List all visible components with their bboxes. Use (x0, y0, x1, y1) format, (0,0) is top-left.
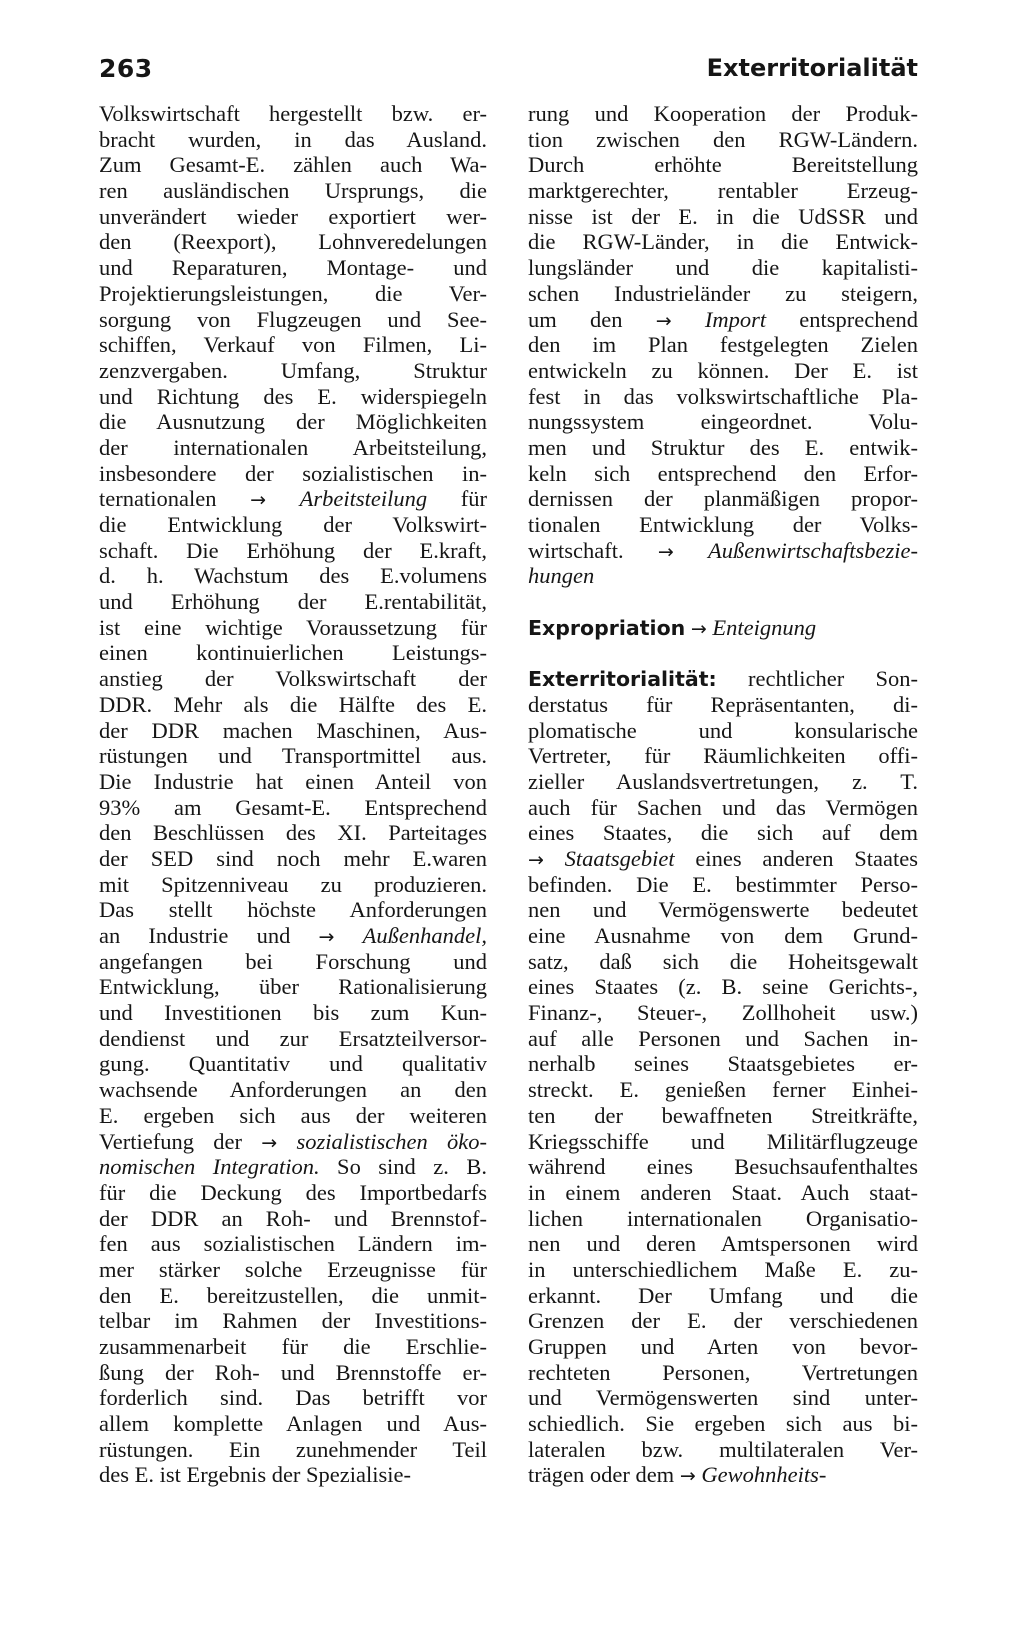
body-text: rüstungen. Ein zunehmender Teil (99, 1436, 487, 1462)
text-line (99, 1360, 487, 1386)
page-number: 263 (99, 54, 153, 83)
text-line (528, 974, 918, 1000)
text-line (99, 769, 487, 795)
text-line (99, 1462, 487, 1488)
text-line (528, 127, 918, 153)
text-line (528, 1334, 918, 1360)
text-line (99, 795, 487, 821)
text-line (528, 281, 918, 307)
body-text: trägen oder dem (528, 1462, 680, 1488)
text-line (528, 692, 918, 718)
body-text: der internationalen Arbeitsteilung, (99, 434, 487, 460)
text-line (528, 1283, 918, 1309)
body-text: wirtschaft. (528, 537, 658, 563)
text-line (99, 743, 487, 769)
body-text: die RGW-Länder, in die Entwick- (528, 229, 918, 255)
text-line (99, 486, 487, 512)
text-line (528, 872, 918, 898)
body-text: ist eine wichtige Voraussetzung für (99, 614, 487, 640)
body-text: eines anderen Staates (674, 845, 918, 871)
body-text: in unterschiedlichem Maße E. zu- (528, 1256, 918, 1282)
body-text: nen und deren Amtspersonen wird (528, 1231, 918, 1257)
text-line (99, 101, 487, 127)
body-text: Finanz-, Steuer-, Zollhoheit usw.) (528, 1000, 918, 1026)
text-line (528, 923, 918, 949)
text-line (528, 332, 918, 358)
text-line (528, 795, 918, 821)
body-text: entsprechend (766, 306, 918, 332)
text-line (99, 1334, 487, 1360)
body-text: in einem anderen Staat. Auch staat- (528, 1179, 918, 1205)
text-line (99, 1437, 487, 1463)
text-line (99, 1000, 487, 1026)
text-line (528, 563, 918, 589)
body-text: marktgerechter, rentabler Erzeug- (528, 178, 918, 204)
right-column (528, 101, 918, 1488)
text-line (99, 281, 487, 307)
text-line (99, 949, 487, 975)
text-line (99, 409, 487, 435)
text-line (99, 615, 487, 641)
body-text (544, 846, 565, 871)
cross-reference: Außenhandel, (362, 923, 487, 948)
body-text: ßung der Roh- und Brennstoffe er- (99, 1359, 487, 1385)
text-line (528, 1051, 918, 1077)
arrow-right-icon: → (250, 489, 266, 512)
body-text: d. h. Wachstum des E.volumens (99, 563, 487, 589)
body-text: zieller Auslandsvertretungen, z. T. (528, 768, 918, 794)
text-line (99, 332, 487, 358)
arrow-right-icon: → (655, 309, 672, 332)
body-text: ren ausländischen Ursprungs, die (99, 178, 487, 204)
body-text: den Beschlüssen des XI. Parteitages (99, 820, 487, 846)
body-text: entwickeln zu können. Der E. ist (528, 357, 918, 383)
body-text: men und Struktur des E. entwik- (528, 434, 918, 460)
body-text: allem komplette Anlagen und Aus- (99, 1411, 487, 1437)
text-line (99, 127, 487, 153)
body-text: fen aus sozialistischen Ländern im- (99, 1231, 487, 1257)
body-text: tionalen Entwicklung der Volks- (528, 512, 918, 537)
body-text (674, 538, 708, 563)
text-line (528, 1308, 918, 1334)
text-line (528, 1000, 918, 1026)
cross-reference: hungen (528, 563, 595, 589)
text-line (528, 229, 918, 255)
body-text (672, 307, 705, 332)
body-text: die Ausnutzung der Möglichkeiten (99, 409, 487, 435)
text-line (528, 512, 918, 538)
body-text: DDR. Mehr als die Hälfte des E. (99, 691, 487, 717)
body-text: Durch erhöhte Bereitstellung (528, 152, 918, 178)
running-head: Exterritorialität (706, 54, 918, 82)
body-text: rechtlicher Son- (716, 666, 918, 692)
text-line (528, 152, 918, 178)
body-text: befinden. Die E. bestimmter Perso- (528, 871, 918, 897)
text-line (528, 1411, 918, 1437)
body-text: sorgung von Flugzeugen und See- (99, 306, 487, 332)
arrow-right-icon: → (679, 1465, 696, 1488)
text-line (99, 1077, 487, 1103)
body-text: schaft. Die Erhöhung der E.kraft, (99, 537, 487, 563)
body-text: rung und Kooperation der Produk- (528, 101, 918, 126)
body-text: anstieg der Volkswirtschaft der (99, 666, 487, 692)
body-text: tion zwischen den RGW-Ländern. (528, 126, 918, 152)
text-line (99, 1231, 487, 1257)
body-text: lungsländer und die kapitalisti- (528, 255, 918, 281)
body-text: unverändert wieder exportiert wer- (99, 203, 487, 229)
body-text: Entwicklung, über Rationalisierung (99, 974, 487, 1000)
text-line (528, 897, 918, 923)
body-text: auch für Sachen und das Vermögen (528, 794, 918, 820)
body-text: Kriegsschiffe und Militärflugzeuge (528, 1128, 918, 1154)
body-text: ten der bewaffneten Streitkräfte, (528, 1102, 918, 1128)
text-line (528, 538, 918, 564)
body-text: Die Industrie hat einen Anteil von (99, 768, 487, 794)
cross-reference: Enteignung (712, 614, 817, 640)
entry-headword: Exterritorialität: (528, 667, 717, 692)
text-line (99, 229, 487, 255)
text-line (528, 435, 918, 461)
text-line (528, 1206, 918, 1232)
body-text (277, 1129, 296, 1154)
body-text: der DDR machen Maschinen, Aus- (99, 717, 487, 743)
body-text (334, 923, 362, 948)
text-line (99, 255, 487, 281)
text-line (99, 461, 487, 487)
text-line (528, 1437, 918, 1463)
text-line (99, 512, 487, 538)
cross-reference: Staatsgebiet (564, 845, 675, 871)
text-line (99, 307, 487, 333)
text-line (528, 1231, 918, 1257)
body-text: insbesondere der sozialistischen in- (99, 460, 487, 486)
body-text: erkannt. Der Umfang und die (528, 1282, 918, 1308)
body-text: ternationalen (99, 486, 251, 512)
body-text: an Industrie und (99, 923, 319, 948)
body-text: den E. bereitzustellen, die unmit- (99, 1282, 487, 1308)
text-line (528, 640, 918, 666)
text-line (528, 743, 918, 769)
text-line (99, 1283, 487, 1309)
arrow-right-icon: → (261, 1131, 278, 1154)
text-line (99, 589, 487, 615)
body-text: derstatus für Repräsentanten, di- (528, 691, 918, 717)
text-line (99, 846, 487, 872)
text-line (99, 538, 487, 564)
body-text: den im Plan festgelegten Zielen (528, 332, 918, 358)
text-line (528, 589, 918, 615)
text-line (528, 820, 918, 846)
body-text: mit Spitzenniveau zu produzieren. (99, 871, 487, 897)
body-text: Zum Gesamt-E. zählen auch Wa- (99, 152, 487, 178)
text-line (528, 1154, 918, 1180)
body-text: der SED sind noch mehr E.waren (99, 845, 487, 871)
cross-reference: sozialistischen öko- (296, 1128, 487, 1154)
text-line (99, 204, 487, 230)
text-line (528, 255, 918, 281)
text-line (528, 1360, 918, 1386)
entry-headword: Expropriation (528, 615, 686, 640)
body-text: mer stärker solche Erzeugnisse für (99, 1256, 487, 1282)
left-column (99, 101, 487, 1488)
text-line (528, 1026, 918, 1052)
cross-reference: nomischen Integration. (99, 1154, 320, 1180)
text-line (528, 409, 918, 435)
text-line (99, 1206, 487, 1232)
body-text: Projektierungsleistungen, die Ver- (99, 280, 487, 306)
body-text: und Reparaturen, Montage- und (99, 255, 487, 281)
body-text: Grenzen der E. der verschiedenen (528, 1308, 918, 1334)
body-text: eine Ausnahme von dem Grund- (528, 923, 918, 948)
body-text: E. ergeben sich aus der weiteren (99, 1102, 487, 1128)
body-text: dernissen der planmäßigen propor- (528, 486, 918, 512)
text-line (528, 718, 918, 744)
body-text: um den (528, 306, 656, 332)
text-line (528, 358, 918, 384)
arrow-right-icon: → (657, 540, 674, 563)
text-line (99, 1411, 487, 1437)
body-text: und Erhöhung der E.rentabilität, (99, 589, 487, 615)
text-line (528, 101, 918, 127)
body-text: auf alle Personen und Sachen in- (528, 1025, 918, 1051)
text-line (528, 949, 918, 975)
body-text: eines Staates (z. B. seine Gerichts-, (528, 974, 918, 1000)
body-text: So sind z. B. (319, 1154, 487, 1180)
body-text: gung. Quantitativ und qualitativ (99, 1051, 487, 1077)
body-text: 93% am Gesamt-E. Entsprechend (99, 794, 487, 820)
body-text: rechteten Personen, Vertretungen (528, 1359, 918, 1385)
text-line (528, 486, 918, 512)
text-line (99, 1385, 487, 1411)
body-text: nen und Vermögenswerte bedeutet (528, 897, 918, 923)
text-line (99, 178, 487, 204)
body-text: schen Industrieländer zu steigern, (528, 280, 918, 306)
body-text: Das stellt höchste Anforderungen (99, 897, 487, 923)
body-text: den (Reexport), Lohnveredelungen (99, 229, 487, 255)
text-line (528, 846, 918, 872)
body-text: Vertreter, für Räumlichkeiten offi- (528, 743, 918, 769)
body-text: nungssystem eingeordnet. Volu- (528, 409, 918, 435)
text-line (528, 666, 918, 692)
cross-reference: Arbeitsteilung (299, 486, 428, 512)
body-text: einen kontinuierlichen Leistungs- (99, 640, 487, 666)
text-line (528, 178, 918, 204)
text-line (99, 1180, 487, 1206)
text-line (99, 974, 487, 1000)
text-line (99, 1051, 487, 1077)
body-text: Gruppen und Arten von bevor- (528, 1334, 918, 1359)
text-line (528, 384, 918, 410)
body-text: nerhalb seines Staatsgebietes er- (528, 1051, 918, 1077)
body-text: und Vermögenswerten sind unter- (528, 1385, 918, 1411)
text-line (528, 1077, 918, 1103)
body-text: forderlich sind. Das betrifft vor (99, 1385, 487, 1411)
body-text: des E. ist Ergebnis der Spezialisie- (99, 1462, 412, 1488)
body-text: telbar im Rahmen der Investitions- (99, 1308, 487, 1334)
text-line (528, 1129, 918, 1155)
body-text: während eines Besuchsaufenthaltes (528, 1154, 918, 1180)
text-line (528, 1385, 918, 1411)
body-text: lateralen bzw. multilateralen Ver- (528, 1436, 918, 1462)
text-line (528, 307, 918, 333)
text-line (99, 923, 487, 949)
text-line (99, 563, 487, 589)
body-text: und Investitionen bis zum Kun- (99, 1000, 487, 1026)
body-text: zusammenarbeit für die Erschlie- (99, 1334, 487, 1359)
body-text: für (427, 486, 487, 512)
body-text: für die Deckung des Importbedarfs (99, 1179, 487, 1205)
body-text: Vertiefung der (99, 1128, 262, 1154)
text-line (528, 1462, 918, 1488)
body-text: rüstungen und Transportmittel aus. (99, 743, 487, 769)
arrow-right-icon: → (318, 926, 335, 948)
text-line (528, 1103, 918, 1129)
text-line (99, 1129, 487, 1155)
body-text: wachsende Anforderungen an den (99, 1077, 487, 1103)
text-line (99, 152, 487, 178)
text-line (528, 1180, 918, 1206)
text-line (99, 384, 487, 410)
text-line (528, 615, 918, 641)
text-line (528, 204, 918, 230)
body-text: zenzvergaben. Umfang, Struktur (99, 357, 487, 383)
body-text: die Entwicklung der Volkswirt- (99, 512, 487, 537)
body-text: lichen internationalen Organisatio- (528, 1205, 918, 1231)
text-line (99, 692, 487, 718)
body-text: eines Staates, die sich auf dem (528, 820, 918, 846)
arrow-right-icon: → (690, 617, 707, 640)
arrow-right-icon: → (528, 848, 544, 871)
text-line (99, 666, 487, 692)
body-text: schiedlich. Sie ergeben sich aus bi- (528, 1411, 918, 1437)
body-text: bracht wurden, in das Ausland. (99, 126, 487, 152)
text-line (528, 1257, 918, 1283)
text-line (99, 1103, 487, 1129)
body-text: und Richtung des E. widerspiegeln (99, 383, 487, 409)
body-text: der DDR an Roh- und Brennstof- (99, 1205, 487, 1231)
body-text: angefangen bei Forschung und (99, 948, 487, 974)
body-text: keln sich entsprechend den Erfor- (528, 460, 918, 486)
body-text: dendienst und zur Ersatzteilversor- (99, 1025, 487, 1051)
text-line (99, 1308, 487, 1334)
body-text: fest in das volkswirtschaftliche Pla- (528, 383, 918, 409)
body-text: Volkswirtschaft hergestellt bzw. er- (99, 101, 487, 126)
text-line (99, 435, 487, 461)
body-text: plomatische und konsularische (528, 717, 918, 743)
text-line (99, 640, 487, 666)
text-line (99, 1154, 487, 1180)
body-text (266, 486, 300, 511)
text-line (99, 872, 487, 898)
cross-reference: Gewohnheits- (701, 1462, 827, 1488)
text-line (528, 769, 918, 795)
body-text: streckt. E. genießen ferner Einhei- (528, 1077, 918, 1103)
body-text: nisse ist der E. in die UdSSR und (528, 203, 918, 229)
cross-reference: Import (704, 306, 767, 332)
text-line (99, 1257, 487, 1283)
text-line (99, 1026, 487, 1052)
body-text: satz, daß sich die Hoheitsgewalt (528, 948, 918, 974)
text-line (99, 897, 487, 923)
body-text: schiffen, Verkauf von Filmen, Li- (99, 332, 487, 358)
text-line (99, 718, 487, 744)
text-line (528, 461, 918, 487)
text-line (99, 358, 487, 384)
text-line (99, 820, 487, 846)
cross-reference: Außenwirtschaftsbezie- (708, 537, 918, 563)
